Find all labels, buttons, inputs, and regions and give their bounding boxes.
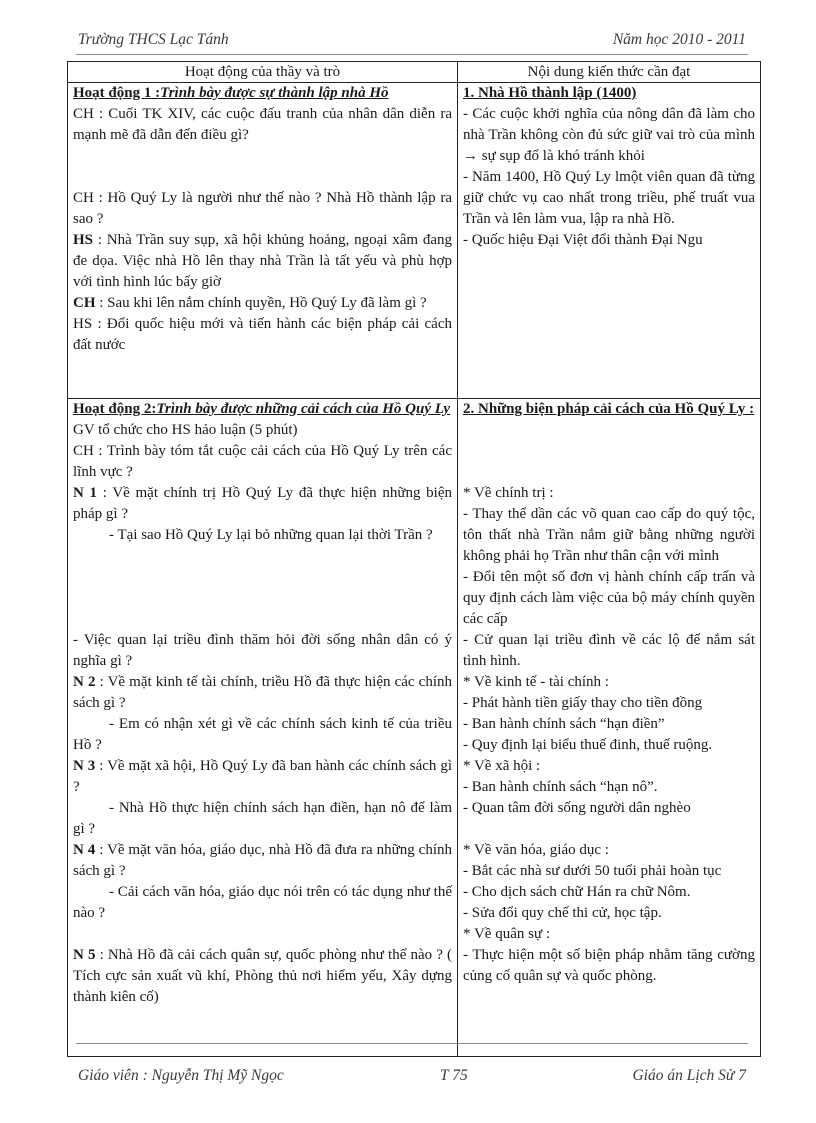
content-text: - Quan tâm đời sống người dân nghèo xyxy=(463,800,691,816)
col-header-activities: Hoạt động của thầy và trò xyxy=(68,62,458,83)
content-cell xyxy=(458,399,761,1057)
content-text: - Đổi tên một số đơn vị hành chính cấp trấn và quy định cách làm việc của bộ máy chính quyền các cấp xyxy=(463,569,755,627)
content-text: - Thay thế dần các võ quan cao cấp do quý tộc, tôn thất nhà Trần nắm giữ bằng những người không phải họ Trần như thân cận với mình xyxy=(463,506,755,564)
content-text: - Quy định lại biểu thuế đinh, thuế ruộng. xyxy=(463,737,713,753)
question-text: CH : Cuối TK XIV, các cuộc đấu tranh của nhân dân diễn ra mạnh mẽ đã dẫn đến điều gì? xyxy=(73,106,452,143)
activity-cell xyxy=(68,83,458,399)
content-text: - Cử quan lại triều đình về các lộ để nắm sát tình hình. xyxy=(463,632,755,669)
content-text: - Thực hiện một số biện pháp nhằm tăng cường củng cố quân sự và quốc phòng. xyxy=(463,947,755,984)
table-row xyxy=(68,399,761,1057)
lesson-table xyxy=(67,61,761,1057)
question-text: CH : Sau khi lên nắm chính quyền, Hồ Quý Ly đã làm gì ? xyxy=(73,295,427,311)
activity-title: Hoạt động 2:Trình bày được những cải cách của Hồ Quý Ly xyxy=(73,401,451,417)
question-text: N 3 : Về mặt xã hội, Hồ Quý Ly đã ban hành các chính sách gì ? xyxy=(73,758,452,795)
instruction-text: GV tổ chức cho HS hảo luận (5 phút) xyxy=(73,422,298,438)
question-text: CH : Hồ Quý Ly là người như thế nào ? Nhà Hồ thành lập ra sao ? xyxy=(73,190,452,227)
content-text: - Ban hành chính sách “hạn điền” xyxy=(463,716,665,732)
content-text: - Sửa đổi quy chế thi cử, học tập. xyxy=(463,905,662,921)
content-text: - Ban hành chính sách “hạn nô”. xyxy=(463,779,658,795)
question-text: N 5 : Nhà Hồ đã cải cách quân sự, quốc phòng như thế nào ? ( Tích cực sản xuất vũ khí, Phòng thủ nơi hiểm yếu, Xây dựng thành kiên cố) xyxy=(73,947,452,1005)
table-header-row xyxy=(68,62,761,83)
question-text: - Cải cách văn hóa, giáo dục nói trên có tác dụng như thế nào ? xyxy=(73,884,452,921)
page-number: T 75 xyxy=(440,1067,468,1084)
footer-rule xyxy=(76,1043,748,1044)
content-heading: * Về xã hội : xyxy=(463,758,541,774)
content-heading: * Về văn hóa, giáo dục : xyxy=(463,842,609,858)
teacher-name: Giáo viên : Nguyễn Thị Mỹ Ngọc xyxy=(78,1067,284,1084)
section-title: 2. Những biện pháp cải cách của Hồ Quý Ly : xyxy=(463,401,755,417)
content-heading: * Về kinh tế - tài chính : xyxy=(463,674,609,690)
answer-text: HS : Đổi quốc hiệu mới và tiến hành các biện pháp cải cách đất nước xyxy=(73,316,452,353)
question-text: N 2 : Về mặt kinh tế tài chính, triều Hồ đã thực hiện các chính sách gì ? xyxy=(73,674,452,711)
header-rule xyxy=(76,54,748,55)
answer-text: HS : Nhà Trần suy sụp, xã hội khủng hoảng, ngoại xâm đang đe dọa. Việc nhà Hồ lên thay nhà Trần là tất yếu và phù hợp với tình hình lúc bấy giờ xyxy=(73,232,452,290)
question-text: - Em có nhận xét gì về các chính sách kinh tế của triều Hồ ? xyxy=(73,716,452,753)
content-text: - Các cuộc khởi nghĩa của nông dân đã làm cho nhà Trần không còn đủ sức giữ vai trò của mình → sự sụp đổ là khó tránh khỏi xyxy=(463,106,755,164)
content-heading: * Về chính trị : xyxy=(463,485,554,501)
school-year: Năm học 2010 - 2011 xyxy=(612,31,746,48)
page-header xyxy=(78,31,746,53)
activity-title: Hoạt động 1 :Trình bày được sự thành lập nhà Hồ xyxy=(73,85,389,101)
question-text: CH : Trình bày tóm tắt cuộc cải cách của Hồ Quý Ly trên các lĩnh vực ? xyxy=(73,443,452,480)
content-text: - Quốc hiệu Đại Việt đổi thành Đại Ngu xyxy=(463,232,703,248)
question-text: N 1 : Về mặt chính trị Hồ Quý Ly đã thực hiện những biện pháp gì ? xyxy=(73,485,452,522)
content-heading: * Về quân sự : xyxy=(463,926,551,942)
content-text: - Năm 1400, Hồ Quý Ly lmột viên quan đã từng giữ chức vụ cao nhất trong triều, phế truất vua Trần và lên làm vua, lập ra nhà Hồ. xyxy=(463,169,755,227)
content-text: - Cho dịch sách chữ Hán ra chữ Nôm. xyxy=(463,884,691,900)
question-text: - Nhà Hồ thực hiện chính sách hạn điền, hạn nô để làm gì ? xyxy=(73,800,452,837)
activity-cell xyxy=(68,399,458,1057)
subject-name: Giáo án Lịch Sử 7 xyxy=(632,1067,746,1084)
section-title: 1. Nhà Hồ thành lập (1400) xyxy=(463,85,637,101)
col-header-content: Nội dung kiến thức cần đạt xyxy=(458,62,761,83)
question-text: - Việc quan lại triều đình thăm hỏi đời sống nhân dân có ý nghĩa gì ? xyxy=(73,632,452,669)
question-text: - Tại sao Hồ Quý Ly lại bỏ những quan lại thời Trần ? xyxy=(109,527,433,543)
content-text: - Phát hành tiền giấy thay cho tiền đồng xyxy=(463,695,703,711)
school-name: Trường THCS Lạc Tánh xyxy=(78,31,229,48)
table-row xyxy=(68,83,761,399)
question-text: N 4 : Về mặt văn hóa, giáo dục, nhà Hồ đã đưa ra những chính sách gì ? xyxy=(73,842,452,879)
page-footer xyxy=(78,1067,746,1085)
content-text: - Bắt các nhà sư dưới 50 tuổi phải hoàn tục xyxy=(463,863,722,879)
content-cell xyxy=(458,83,761,399)
